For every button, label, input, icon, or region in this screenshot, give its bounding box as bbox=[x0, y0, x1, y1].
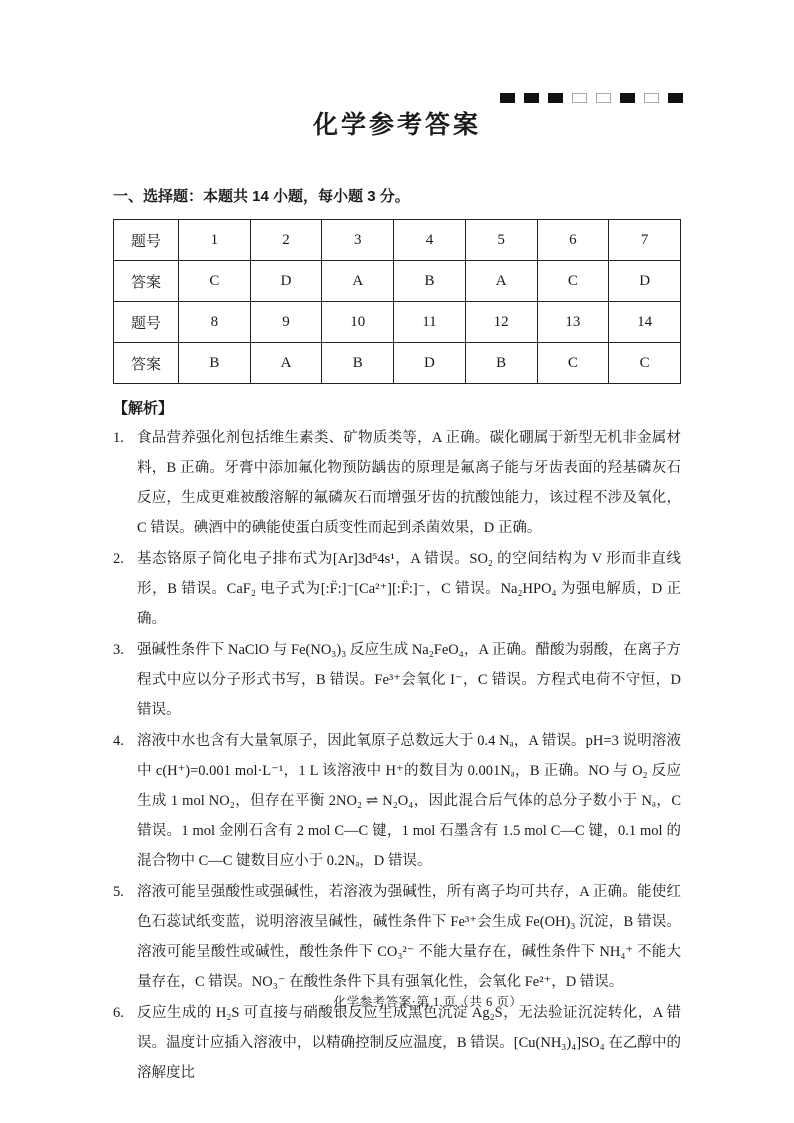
table-cell: D bbox=[250, 261, 322, 302]
table-cell: 4 bbox=[394, 220, 466, 261]
table-cell: B bbox=[179, 343, 251, 384]
registration-mark bbox=[596, 93, 611, 103]
analysis-list bbox=[113, 423, 681, 1088]
registration-marks bbox=[491, 93, 683, 105]
analysis-item-6 bbox=[113, 998, 681, 1088]
section-heading: 一、选择题：本题共 14 小题，每小题 3 分。 bbox=[113, 188, 410, 205]
table-cell: B bbox=[394, 261, 466, 302]
item-number: 5. bbox=[113, 884, 124, 900]
page-content bbox=[113, 185, 681, 1088]
item-text: 食品营养强化剂包括维生素类、矿物质类等，A 正确。碳化硼属于新型无机非金属材料，B 正确。牙膏中添加氟化物预防龋齿的原理是氟离子能与牙齿表面的羟基磷灰石反应，生成更难被酸溶解的氟磷灰石而增强牙齿的抗酸蚀能力，该过程不涉及氧化，C 错误。碘酒中的碘能使蛋白质变性而起到杀菌效果，D 正确。 bbox=[137, 430, 681, 536]
table-cell: 3 bbox=[322, 220, 394, 261]
table-cell: A bbox=[322, 261, 394, 302]
item-number: 6. bbox=[113, 1005, 124, 1021]
table-cell: B bbox=[465, 343, 537, 384]
item-number: 3. bbox=[113, 642, 124, 658]
registration-mark bbox=[620, 93, 635, 103]
table-cell: 6 bbox=[537, 220, 609, 261]
table-row bbox=[114, 343, 681, 384]
table-cell: A bbox=[465, 261, 537, 302]
table-cell: 7 bbox=[609, 220, 681, 261]
table-cell: 2 bbox=[250, 220, 322, 261]
registration-mark bbox=[548, 93, 563, 103]
item-text: 反应生成的 H₂S 可直接与硝酸银反应生成黑色沉淀 Ag₂S，无法验证沉淀转化，A 错误。温度计应插入溶液中，以精确控制反应温度，B 错误。[Cu(NH₃)₄]SO₄ 在乙醇中的溶解度比 bbox=[137, 1005, 681, 1081]
table-cell: C bbox=[179, 261, 251, 302]
analysis-item-1 bbox=[113, 423, 681, 543]
item-number: 1. bbox=[113, 430, 124, 446]
analysis-item-4 bbox=[113, 726, 681, 876]
table-cell: C bbox=[609, 343, 681, 384]
table-cell: 10 bbox=[322, 302, 394, 343]
analysis-item-5 bbox=[113, 877, 681, 997]
table-cell: 8 bbox=[179, 302, 251, 343]
item-text: 基态铬原子简化电子排布式为[Ar]3d⁵4s¹，A 错误。SO₂ 的空间结构为 V 形而非直线形，B 错误。CaF₂ 电子式为[:F̈:]⁻[Ca²⁺][:F̈:]⁻，C 错误。Na₂HPO₄ 为强电解质，D 正确。 bbox=[137, 551, 681, 627]
registration-mark bbox=[668, 93, 683, 103]
item-number: 2. bbox=[113, 551, 124, 567]
registration-mark bbox=[644, 93, 659, 103]
registration-mark bbox=[524, 93, 539, 103]
table-cell: 9 bbox=[250, 302, 322, 343]
item-text: 溶液中水也含有大量氧原子，因此氧原子总数远大于 0.4 Nₐ，A 错误。pH=3 说明溶液中 c(H⁺)=0.001 mol·L⁻¹，1 L 该溶液中 H⁺的数目为 0.001Nₐ，B 正确。NO 与 O₂ 反应生成 1 mol NO₂，但存在平衡 2NO₂ ⇌ N₂O₄，因此混合后气体的总分子数小于 Nₐ，C 错误。1 mol 金刚石含有 2 mol C—C 键，1 mol 石墨含有 1.5 mol C—C 键，0.1 mol 的混合物中 C—C 键数目应小于 0.2Nₐ，D 错误。 bbox=[137, 733, 681, 869]
registration-mark bbox=[500, 93, 515, 103]
table-cell: A bbox=[250, 343, 322, 384]
table-row bbox=[114, 302, 681, 343]
registration-mark bbox=[572, 93, 587, 103]
item-text: 强碱性条件下 NaClO 与 Fe(NO₃)₃ 反应生成 Na₂FeO₄，A 正确。醋酸为弱酸，在离子方程式中应以分子形式书写，B 错误。Fe³⁺会氧化 I⁻，C 错误。方程式电荷不守恒，D 错误。 bbox=[137, 642, 681, 718]
page-title: 化学参考答案 bbox=[312, 112, 481, 139]
table-cell: 11 bbox=[394, 302, 466, 343]
table-cell: C bbox=[537, 261, 609, 302]
analysis-item-3 bbox=[113, 635, 681, 725]
item-number: 4. bbox=[113, 733, 124, 749]
item-text: 溶液可能呈强酸性或强碱性，若溶液为强碱性，所有离子均可共存，A 正确。能使红色石蕊试纸变蓝，说明溶液呈碱性，碱性条件下 Fe³⁺会生成 Fe(OH)₃ 沉淀，B 错误。溶液可能呈酸性或碱性，酸性条件下 CO₃²⁻ 不能大量存在，碱性条件下 NH₄⁺ 不能大量存在，C 错误。NO₃⁻ 在酸性条件下具有强氧化性，会氧化 Fe²⁺，D 错误。 bbox=[137, 884, 681, 990]
row-label: 题号 bbox=[114, 302, 179, 343]
table-cell: D bbox=[394, 343, 466, 384]
table-cell: 5 bbox=[465, 220, 537, 261]
table-cell: 14 bbox=[609, 302, 681, 343]
table-cell: D bbox=[609, 261, 681, 302]
row-label: 题号 bbox=[114, 220, 179, 261]
table-cell: B bbox=[322, 343, 394, 384]
table-cell: C bbox=[537, 343, 609, 384]
analysis-heading: 【解析】 bbox=[113, 400, 174, 417]
page-footer: 化学参考答案·第 1 页（共 6 页） bbox=[333, 995, 523, 1009]
table-cell: 13 bbox=[537, 302, 609, 343]
analysis-item-2 bbox=[113, 544, 681, 634]
row-label: 答案 bbox=[114, 343, 179, 384]
table-cell: 12 bbox=[465, 302, 537, 343]
table-row bbox=[114, 261, 681, 302]
table-row bbox=[114, 220, 681, 261]
row-label: 答案 bbox=[114, 261, 179, 302]
table-cell: 1 bbox=[179, 220, 251, 261]
answer-table bbox=[113, 219, 681, 384]
